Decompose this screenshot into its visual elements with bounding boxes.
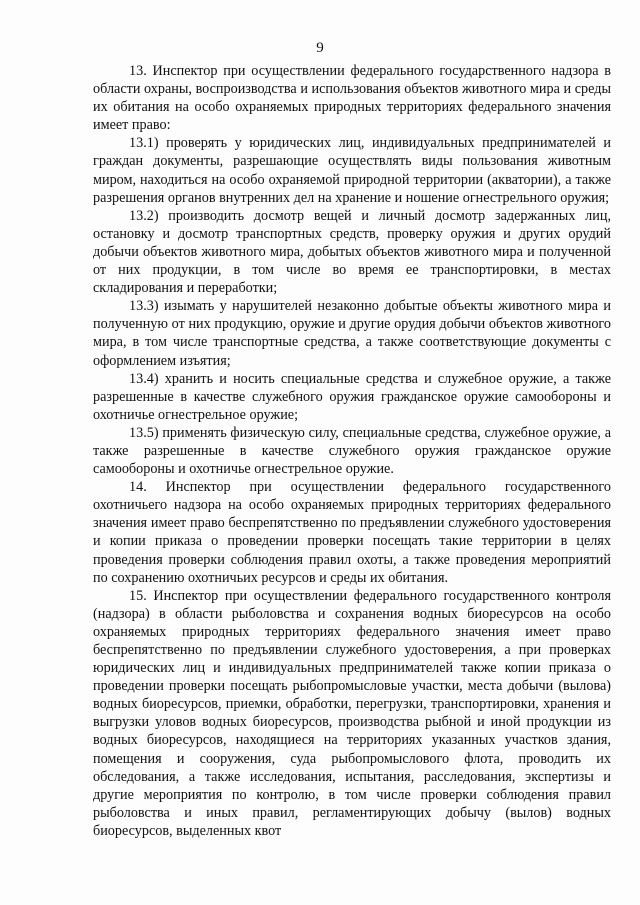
- paragraph-13: 13. Инспектор при осуществлении федерального государственного надзора в области охраны, воспроизводства и использования объектов животного мира и среды их обитания на особо охраняемых природных территориях федерального значения имеет право:: [93, 63, 611, 134]
- paragraph-13-4: 13.4) хранить и носить специальные средства и служебное оружие, а также разрешенные в качестве служебного оружия гражданское оружие самообороны и охотничье огнестрельное оружие;: [93, 370, 611, 423]
- paragraph-14: 14. Инспектор при осуществлении федерального государственного охотничьего надзора на особо охраняемых природных территориях федерального значения имеет право беспрепятственно по предъявлении служебного удостоверения и копии приказа о проведении проверки посещать такие территории в целях проведения проверки соблюдения правил охоты, а также проведения мероприятий по сохранению охотничьих ресурсов и среды их обитания.: [93, 479, 611, 586]
- page-number: 9: [316, 40, 324, 56]
- paragraph-13-5: 13.5) применять физическую силу, специальные средства, служебное оружие, а также разрешенные в качестве служебного оружия гражданское оружие самообороны и охотничье огнестрельное оружие.: [93, 424, 611, 478]
- paragraph-13-3: 13.3) изымать у нарушителей незаконно добытые объекты животного мира и полученную от них продукцию, оружие и другие орудия добычи объектов животного мира, в том числе транспортные средства, а также соответствующие документы с оформлением изъятия;: [93, 298, 611, 369]
- paragraph-13-1: 13.1) проверять у юридических лиц, индивидуальных предпринимателей и граждан документы, разрешающие осуществлять виды пользования животным миром, находиться на особо охраняемой природной территории (акватории), а также разрешения органов внутренних дел на хранение и ношение огнестрельного оружия;: [93, 135, 611, 206]
- paragraph-15: 15. Инспектор при осуществлении федерального государственного контроля (надзора) в области рыболовства и сохранения водных биоресурсов на особо охраняемых природных территориях федерального значения имеет право беспрепятственно по предъявлении служебного удостоверения, а при проверках юридических лиц и индивидуальных предпринимателей также копии приказа о проведении проверки посещать рыбопромысловые участки, места добычи (вылова) водных биоресурсов, приемки, обработки, перегрузки, транспортировки, хранения и выгрузки уловов водных биоресурсов, производства рыбной и иной продукции из водных биоресурсов, находящиеся на территориях указанных участков здания, помещения и сооружения, суда рыбопромыслового флота, проводить их обследования, а также исследования, испытания, расследования, экспертизы и другие мероприятия по контролю, в том числе проверки соблюдения правил рыболовства и иных правил, регламентирующих добычу (вылов) водных биоресурсов, выделенных квот: [93, 587, 611, 839]
- paragraph-13-2: 13.2) производить досмотр вещей и личный досмотр задержанных лиц, остановку и досмотр транспортных средств, проверку оружия и других орудий добычи объектов животного мира, добытых объектов животного мира и полученной от них продукции, в том числе во время ее транспортировки, в местах складирования и переработки;: [93, 207, 611, 297]
- document-body: [93, 62, 611, 840]
